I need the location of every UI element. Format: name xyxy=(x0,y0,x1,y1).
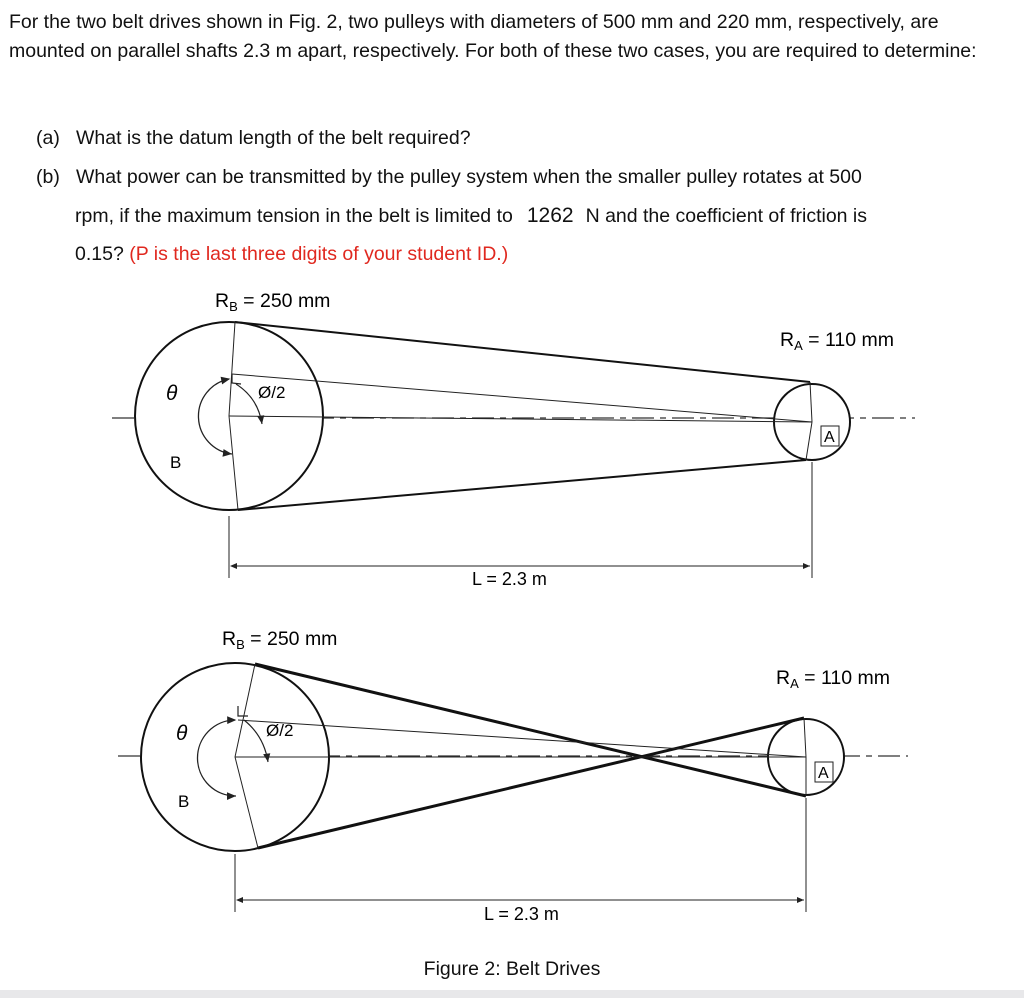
tension-value: 1262 xyxy=(526,204,574,227)
figure-caption: Figure 2: Belt Drives xyxy=(423,958,601,980)
question-a-tag: (a) xyxy=(36,127,60,149)
distance-label: L = 2.3 m xyxy=(472,569,547,589)
rb-label: $R_B = 250$ mm xyxy=(215,290,331,314)
pulley-a-label: A xyxy=(818,765,829,782)
question-a-text: What is the datum length of the belt required? xyxy=(76,127,471,149)
distance-label: L = 2.3 m xyxy=(484,904,559,924)
problem-statement: For the two belt drives shown in Fig. 2, two pulleys with diameters of 500 mm and 220 mm, respectively, are mounted on parallel shafts 2.3 m apart, respectively. For both of these two cases, you are required to determine: xyxy=(9,11,977,62)
question-b-line2 xyxy=(36,201,1016,231)
question-b xyxy=(36,163,1016,269)
ra-label: $R_A = 110$ mm xyxy=(776,667,890,691)
student-id-note: (P is the last three digits of your student ID.) xyxy=(129,243,509,265)
pulley-a-label: A xyxy=(824,429,835,446)
question-b-line1: What power can be transmitted by the pulley system when the smaller pulley rotates at 500 xyxy=(76,166,862,188)
question-b-tag: (b) xyxy=(36,166,60,188)
bottom-scroll-strip xyxy=(0,990,1024,998)
pulley-b-label: B xyxy=(170,453,182,472)
theta-label: θ xyxy=(166,382,178,405)
crossed-belt-diagram xyxy=(0,612,1024,952)
ra-label: $R_A = 110$ mm xyxy=(780,329,894,353)
crossed-belt-strand-1 xyxy=(255,664,806,796)
question-b-line2-pre: rpm, if the maximum tension in the belt is limited to xyxy=(75,205,513,227)
rb-label: $R_B = 250$ mm xyxy=(222,628,338,652)
open-belt-figure xyxy=(0,276,1024,616)
theta-label: θ xyxy=(176,722,188,745)
question-b-line2-post: N and the coefficient of friction is xyxy=(585,205,868,227)
half-angle-label: Ø/2 xyxy=(266,721,294,740)
open-belt-diagram xyxy=(0,276,1024,616)
crossed-belt-strand-2 xyxy=(258,718,804,848)
question-b-line3 xyxy=(36,240,1016,269)
lower-belt-strand xyxy=(238,460,806,510)
pulley-b-label: B xyxy=(178,792,190,811)
crossed-belt-figure xyxy=(0,612,1024,952)
upper-belt-strand xyxy=(235,322,810,382)
question-b-line3-text: 0.15? xyxy=(75,243,124,265)
half-angle-label: Ø/2 xyxy=(258,383,286,402)
question-a xyxy=(36,124,471,153)
